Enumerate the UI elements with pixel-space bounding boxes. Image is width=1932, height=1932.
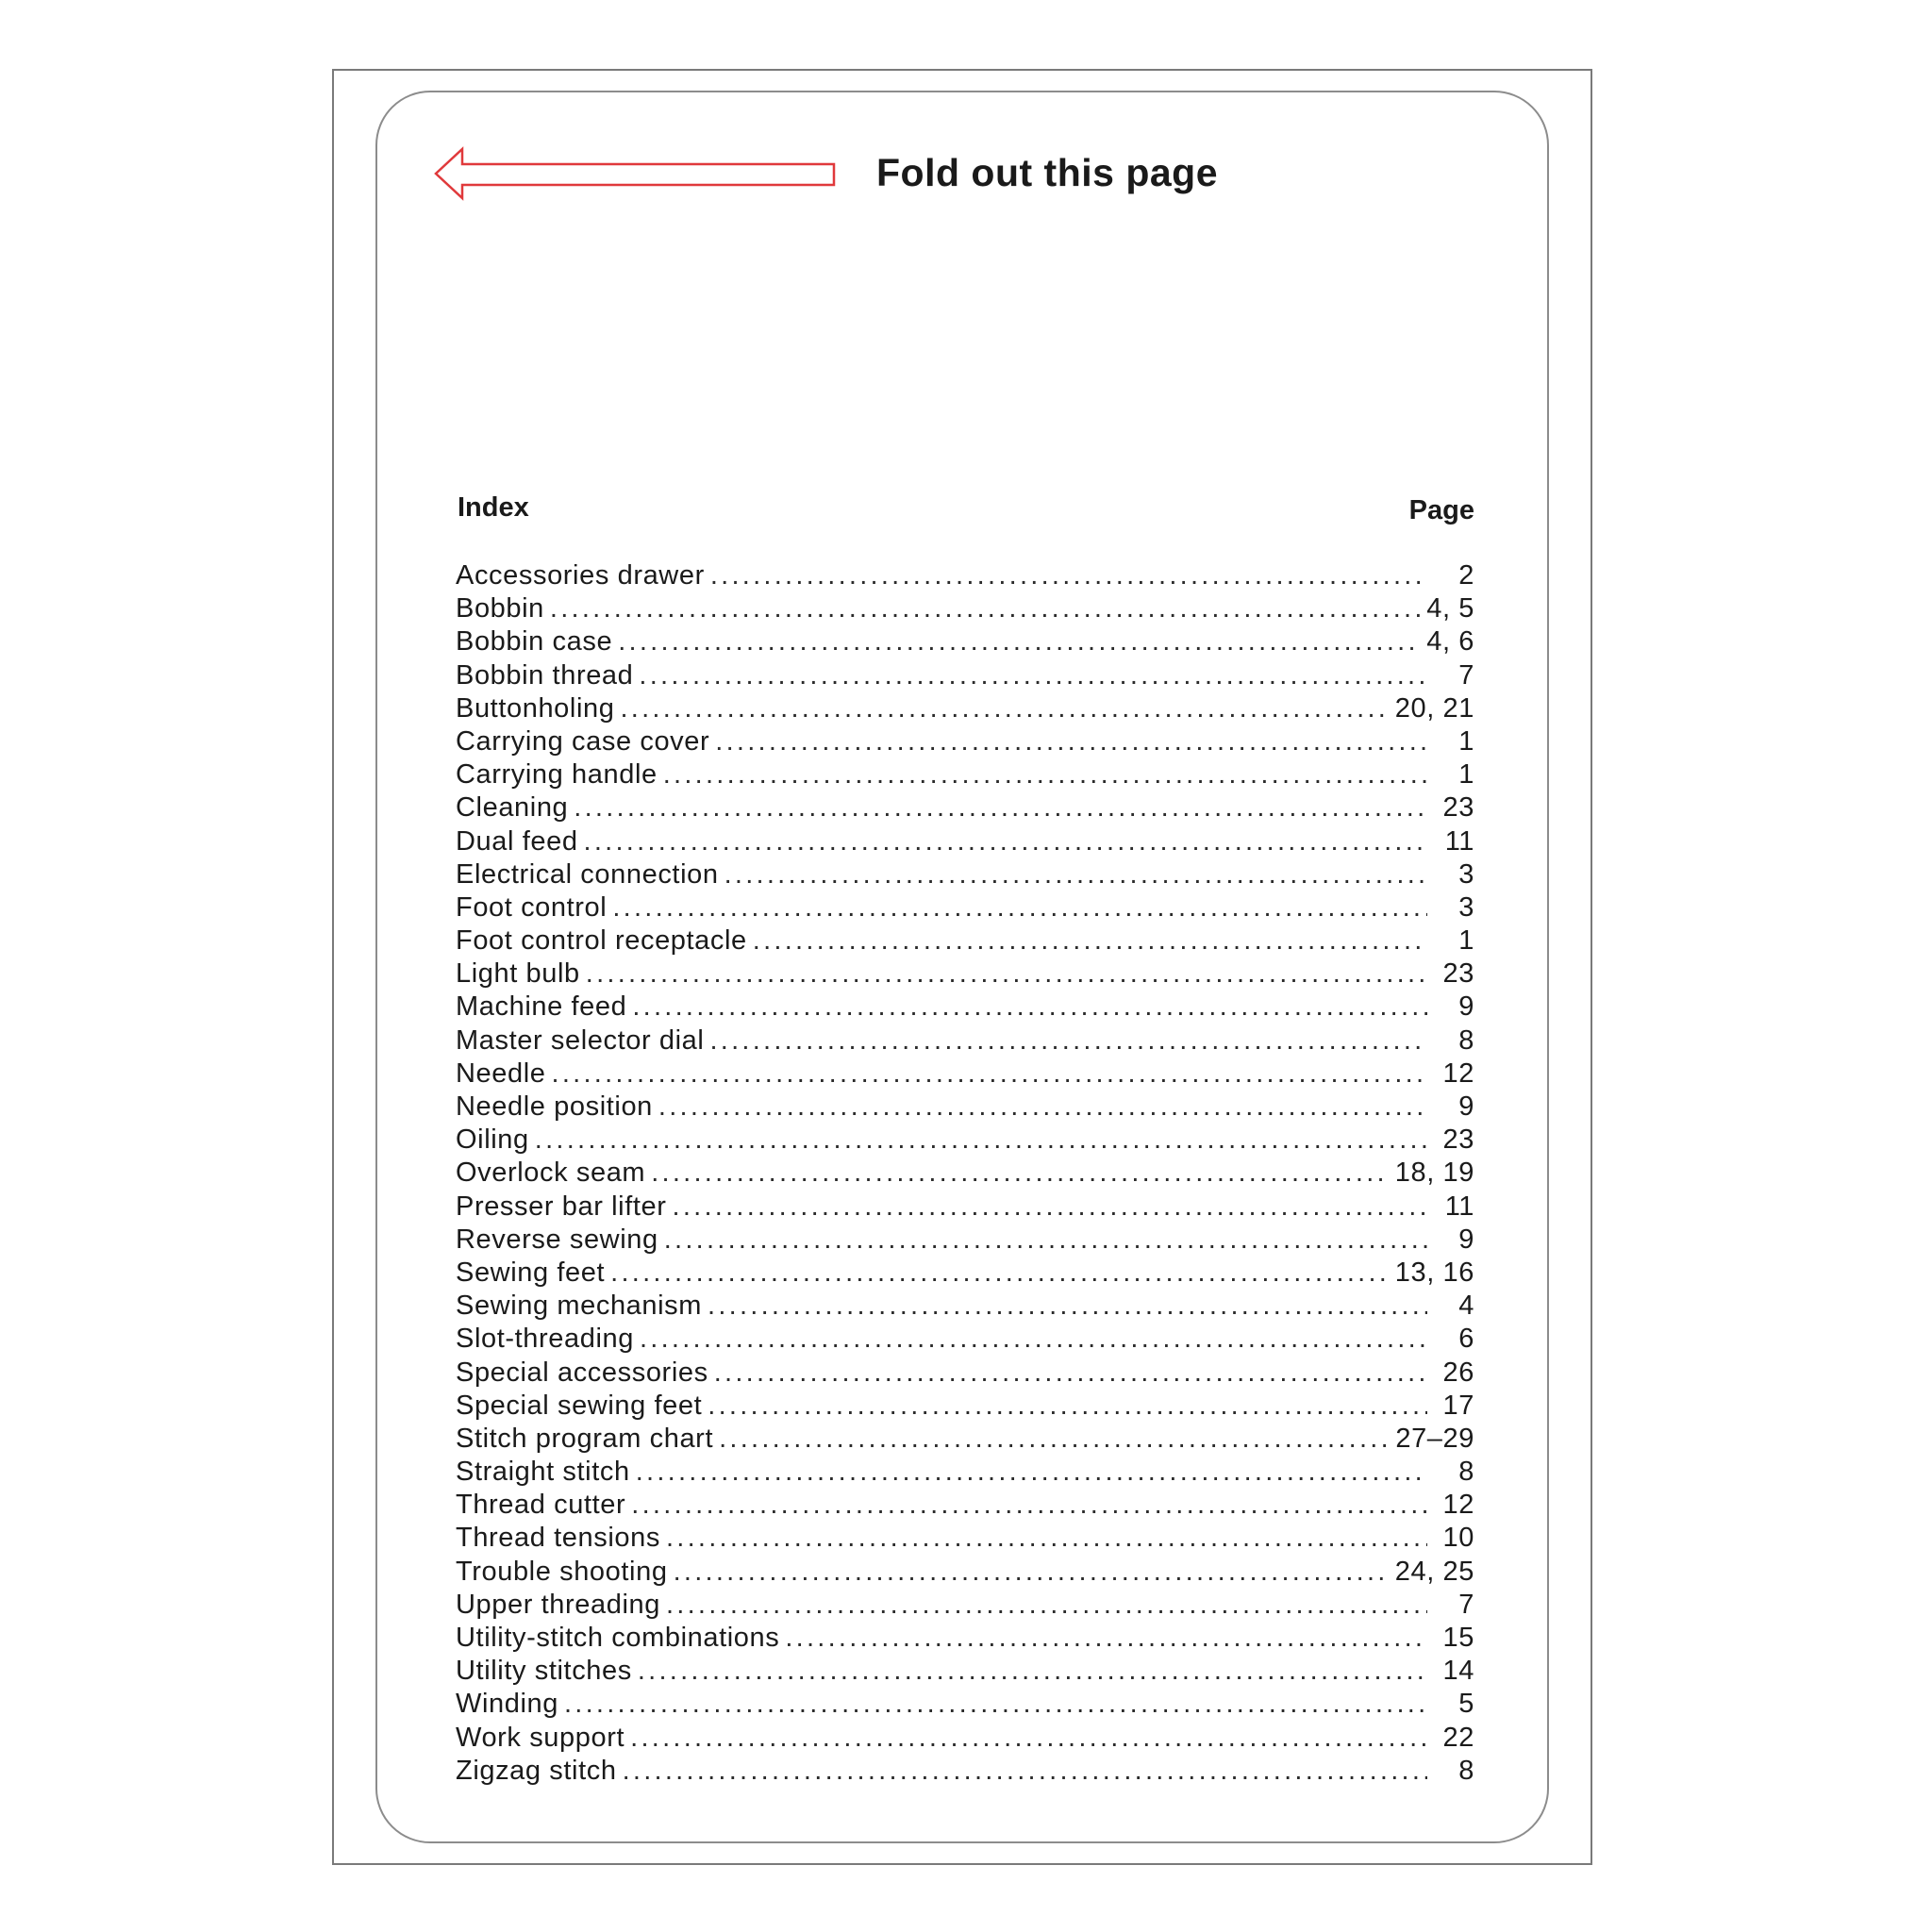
- dot-leader: [632, 991, 1427, 1024]
- index-entry: [456, 1323, 1474, 1356]
- index-entry-page: 9: [1458, 1091, 1474, 1122]
- index-entry-label: Machine feed: [456, 991, 627, 1023]
- index-entry-page: 15: [1442, 1623, 1474, 1653]
- index-entry-page: 12: [1442, 1490, 1474, 1521]
- dot-leader: [708, 1390, 1427, 1423]
- index-heading: Index: [458, 492, 529, 523]
- index-entry: [456, 1556, 1474, 1589]
- dot-leader: [574, 791, 1427, 824]
- index-entry-label: Bobbin case: [456, 626, 613, 658]
- dot-leader: [666, 1522, 1427, 1555]
- index-entry-page: 23: [1442, 1124, 1474, 1156]
- dot-leader: [612, 891, 1427, 924]
- index-entry-label: Bobbin thread: [456, 659, 634, 691]
- dot-leader: [623, 1755, 1427, 1788]
- index-entry-label: Presser bar lifter: [456, 1191, 667, 1222]
- dot-leader: [714, 1357, 1427, 1390]
- index-entry-label: Accessories drawer: [456, 560, 705, 591]
- index-entry-label: Trouble shooting: [456, 1556, 668, 1587]
- index-entry: [456, 625, 1474, 658]
- index-entry-label: Overlock seam: [456, 1158, 646, 1189]
- dot-leader: [630, 1722, 1427, 1755]
- index-entry: [456, 1058, 1474, 1091]
- index-entry-page: 17: [1442, 1390, 1474, 1421]
- index-entry-label: Oiling: [456, 1124, 529, 1156]
- index-entry-label: Carrying case cover: [456, 725, 710, 757]
- index-entry-page: 6: [1458, 1324, 1474, 1355]
- index-entry-label: Zigzag stitch: [456, 1755, 617, 1786]
- index-entry: [456, 692, 1474, 725]
- index-entry-label: Carrying handle: [456, 759, 658, 791]
- dot-leader: [664, 1224, 1427, 1257]
- index-entry: [456, 1655, 1474, 1688]
- index-entry-page: 20, 21: [1394, 692, 1474, 724]
- index-entry-label: Light bulb: [456, 958, 580, 990]
- index-entry: [456, 1024, 1474, 1058]
- dot-leader: [658, 1091, 1427, 1124]
- index-entry: [456, 1522, 1474, 1555]
- index-entry-page: 14: [1442, 1656, 1474, 1687]
- index-entry-page: 11: [1444, 825, 1474, 857]
- index-entry-label: Needle: [456, 1058, 546, 1089]
- fold-out-title: Fold out this page: [876, 151, 1219, 194]
- dot-leader: [535, 1124, 1427, 1157]
- dot-leader: [666, 1589, 1427, 1622]
- index-entry: [456, 1124, 1474, 1157]
- index-entry: [456, 1191, 1474, 1224]
- dot-leader: [724, 858, 1427, 891]
- index-entry-label: Electrical connection: [456, 858, 719, 890]
- index-entry-page: 8: [1458, 1024, 1474, 1056]
- index-entry-page: 3: [1458, 891, 1474, 923]
- index-entry-page: 8: [1458, 1755, 1474, 1786]
- index-entry-label: Thread cutter: [456, 1490, 626, 1521]
- index-entry-label: Foot control: [456, 891, 608, 923]
- index-entry: [456, 891, 1474, 924]
- index-entry-label: Slot-threading: [456, 1324, 634, 1355]
- dot-leader: [710, 559, 1427, 592]
- index-entry-page: 24, 25: [1394, 1556, 1474, 1587]
- index-entry-label: Winding: [456, 1689, 558, 1720]
- index-entry-page: 1: [1458, 759, 1474, 791]
- index-entry-label: Work support: [456, 1722, 625, 1753]
- dot-leader: [639, 659, 1427, 692]
- index-entry-label: Cleaning: [456, 792, 569, 824]
- index-entry: [456, 592, 1474, 625]
- index-entry-page: 7: [1458, 659, 1474, 691]
- index-entry-page: 2: [1458, 560, 1474, 591]
- dot-leader: [618, 625, 1421, 658]
- index-entry: [456, 1290, 1474, 1323]
- index-entry-label: Stitch program chart: [456, 1423, 714, 1454]
- index-entry-page: 4: [1458, 1291, 1474, 1322]
- index-entry-label: Reverse sewing: [456, 1224, 658, 1255]
- left-arrow-icon: [434, 146, 836, 201]
- index-entry: [456, 758, 1474, 791]
- index-entry-page: 5: [1458, 1689, 1474, 1720]
- index-entry-label: Sewing mechanism: [456, 1291, 703, 1322]
- index-entry: [456, 858, 1474, 891]
- index-entry-page: 27–29: [1395, 1423, 1474, 1454]
- index-entry: [456, 1755, 1474, 1788]
- index-entry: [456, 1091, 1474, 1124]
- index-entry-page: 12: [1442, 1058, 1474, 1089]
- index-entry: [456, 1722, 1474, 1755]
- index-entry: [456, 1357, 1474, 1390]
- index-entry-page: 23: [1442, 792, 1474, 824]
- index-entry-page: 3: [1458, 858, 1474, 890]
- index-entry: [456, 1157, 1474, 1190]
- index-entry-label: Utility-stitch combinations: [456, 1623, 780, 1653]
- dot-leader: [631, 1489, 1427, 1522]
- index-entry: [456, 791, 1474, 824]
- dot-leader: [638, 1655, 1427, 1688]
- dot-leader: [586, 958, 1427, 991]
- index-entry-label: Utility stitches: [456, 1656, 632, 1687]
- index-entry: [456, 1224, 1474, 1257]
- index-entry-label: Thread tensions: [456, 1523, 660, 1554]
- index-entry-page: 13, 16: [1394, 1257, 1474, 1288]
- index-entry-label: Foot control receptacle: [456, 925, 747, 957]
- dot-leader: [674, 1556, 1390, 1589]
- index-entry: [456, 991, 1474, 1024]
- index-entry-label: Bobbin: [456, 593, 544, 625]
- dot-leader: [708, 1290, 1427, 1323]
- dot-leader: [753, 924, 1427, 958]
- index-entry-page: 8: [1458, 1457, 1474, 1488]
- dot-leader: [584, 825, 1427, 858]
- index-entry: [456, 958, 1474, 991]
- index-entry-label: Buttonholing: [456, 692, 615, 724]
- dot-leader: [550, 592, 1421, 625]
- dot-leader: [620, 692, 1389, 725]
- index-entry: [456, 1456, 1474, 1489]
- index-entry-label: Special accessories: [456, 1357, 708, 1388]
- index-entry: [456, 1589, 1474, 1622]
- dot-leader: [640, 1323, 1427, 1356]
- index-entry-page: 10: [1442, 1523, 1474, 1554]
- index-entry: [456, 1423, 1474, 1456]
- index-entry: [456, 725, 1474, 758]
- index-entry-page: 9: [1458, 1224, 1474, 1255]
- index-entry-label: Master selector dial: [456, 1024, 705, 1056]
- index-entry-label: Needle position: [456, 1091, 653, 1122]
- index-entry-page: 18, 19: [1394, 1158, 1474, 1189]
- index-entry: [456, 825, 1474, 858]
- index-entry-page: 1: [1458, 925, 1474, 957]
- dot-leader: [663, 758, 1427, 791]
- dot-leader: [552, 1058, 1428, 1091]
- index-entry: [456, 1390, 1474, 1423]
- index-entry-page: 4, 6: [1426, 626, 1474, 658]
- index-entry: [456, 1257, 1474, 1290]
- index-entry-label: Straight stitch: [456, 1457, 630, 1488]
- dot-leader: [673, 1191, 1427, 1224]
- index-entry-label: Dual feed: [456, 825, 578, 857]
- index-entry: [456, 559, 1474, 592]
- dot-leader: [709, 1024, 1427, 1058]
- index-entry-page: 4, 5: [1426, 593, 1474, 625]
- index-entry-page: 22: [1442, 1722, 1474, 1753]
- index-entry: [456, 924, 1474, 958]
- index-entry: [456, 659, 1474, 692]
- page-column-heading: Page: [1408, 495, 1474, 525]
- index-entry-page: 26: [1442, 1357, 1474, 1388]
- dot-leader: [715, 725, 1427, 758]
- index-entry-page: 9: [1458, 991, 1474, 1023]
- dot-leader: [564, 1688, 1427, 1721]
- index-entry: [456, 1688, 1474, 1721]
- dot-leader: [785, 1622, 1427, 1655]
- index-entry: [456, 1489, 1474, 1522]
- index-entry-page: 11: [1444, 1191, 1474, 1222]
- dot-leader: [636, 1456, 1427, 1489]
- index-entry-page: 1: [1458, 725, 1474, 757]
- dot-leader: [651, 1157, 1390, 1190]
- index-entry: [456, 1622, 1474, 1655]
- index-entry-label: Upper threading: [456, 1589, 660, 1620]
- dot-leader: [610, 1257, 1390, 1290]
- dot-leader: [719, 1423, 1390, 1456]
- index-entry-page: 23: [1442, 958, 1474, 990]
- index-entry-label: Special sewing feet: [456, 1390, 703, 1421]
- index-list: [456, 559, 1474, 1788]
- index-entry-label: Sewing feet: [456, 1257, 606, 1288]
- index-entry-page: 7: [1458, 1589, 1474, 1620]
